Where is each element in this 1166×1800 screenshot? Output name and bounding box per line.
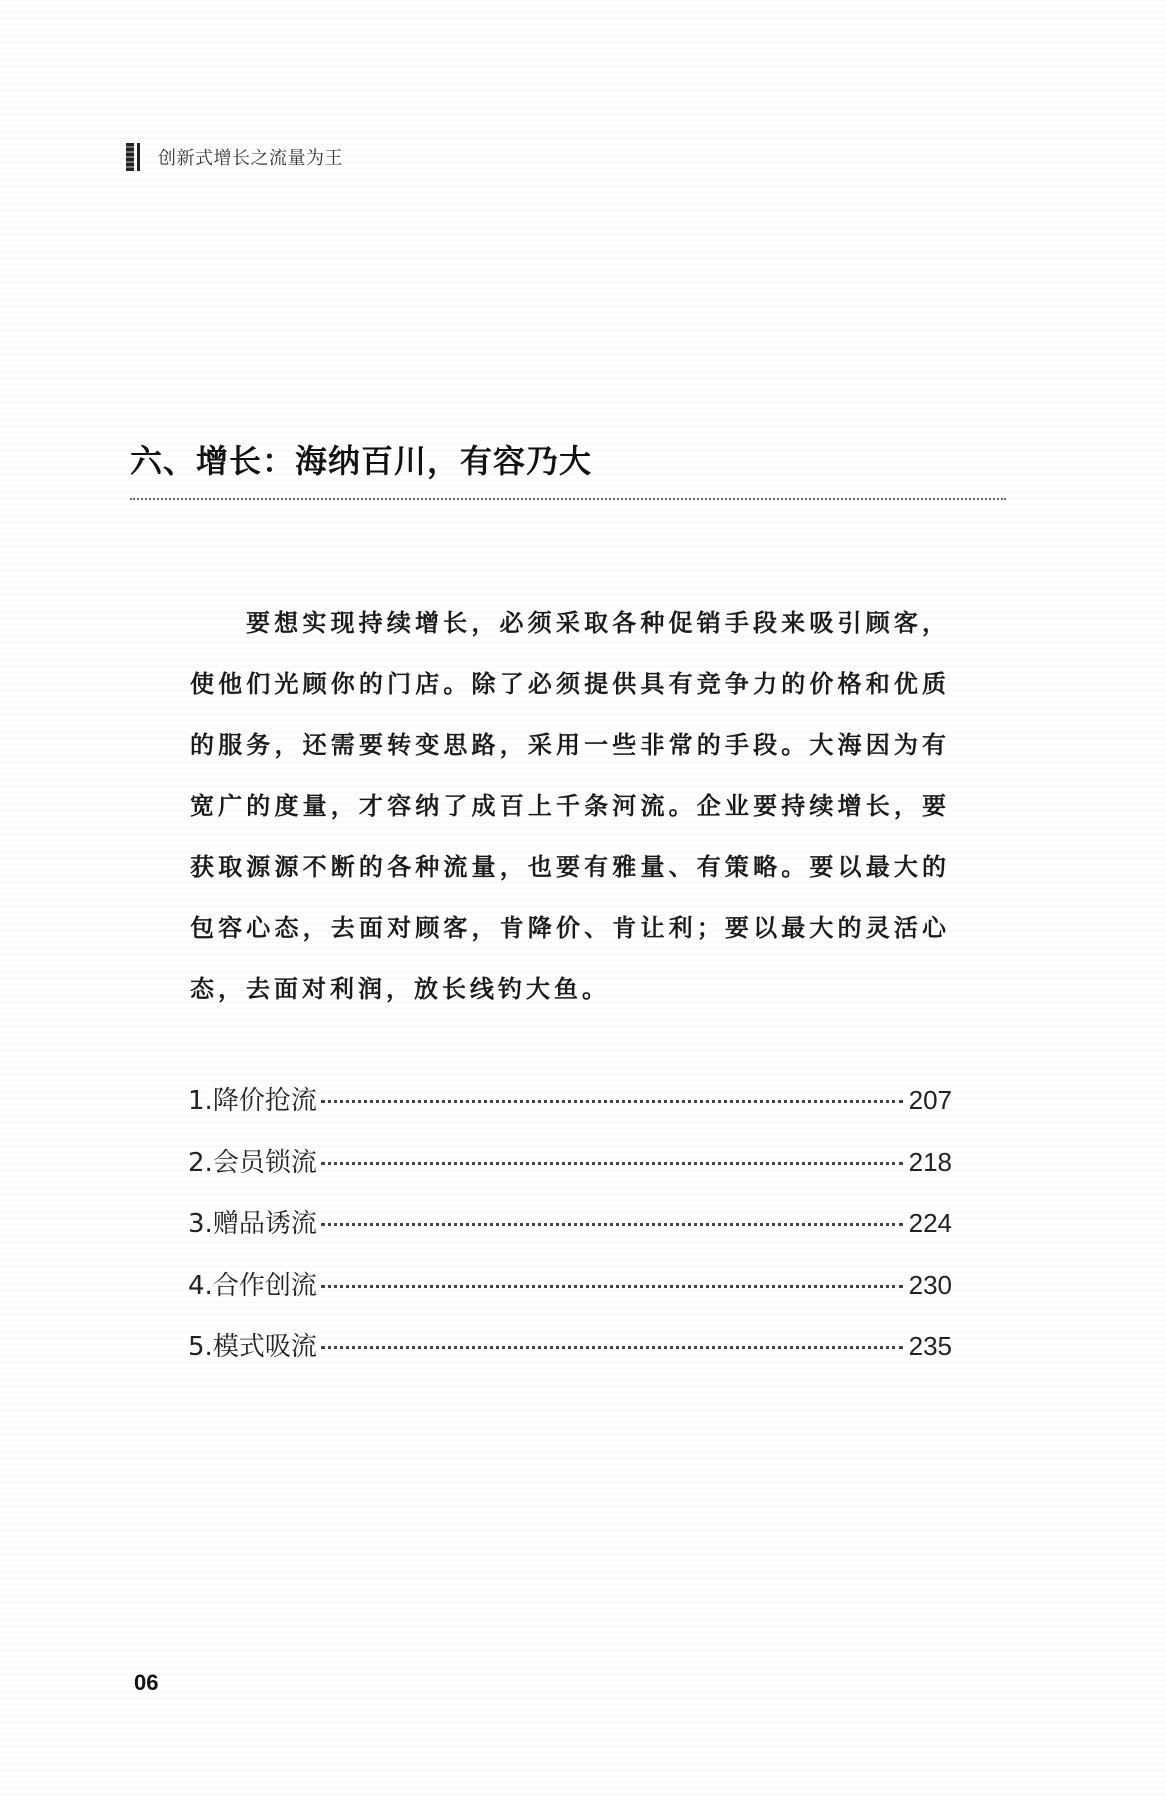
toc-dot-leader — [321, 1100, 903, 1103]
toc-entry-number: 3. — [188, 1209, 213, 1239]
section-intro-paragraph: 要想实现持续增长，必须采取各种促销手段来吸引顾客，使他们光顾你的门店。除了必须提供具有竞争力的价格和优质的服务，还需要转变思路，采用一些非常的手段。大海因为有宽广的度量，才容纳了成百上千条河流。企业要持续增长，要获取源源不断的各种流量，也要有雅量、有策略。要以最大的包容心态，去面对顾客，肯降价、肯让利；要以最大的灵活心态，去面对利润，放长线钓大鱼。 — [190, 608, 950, 1003]
running-header — [126, 142, 343, 172]
section-heading: 六、增长：海纳百川，有容乃大 — [130, 442, 593, 480]
toc-entry[interactable] — [188, 1142, 952, 1204]
page-number: 06 — [134, 1670, 159, 1695]
toc-entry[interactable] — [188, 1203, 952, 1265]
toc-entry-page: 207 — [908, 1085, 952, 1115]
running-header-title: 创新式增长之流量为王 — [158, 148, 343, 168]
toc-entry[interactable] — [188, 1080, 952, 1142]
toc-entry-title: 降价抢流 — [212, 1086, 317, 1116]
toc-entry-title: 会员锁流 — [212, 1147, 317, 1178]
toc-entry-page: 235 — [908, 1331, 952, 1361]
heading-divider — [130, 498, 1006, 500]
toc-entry-number: 2. — [188, 1147, 213, 1178]
toc-dot-leader — [321, 1346, 903, 1349]
toc-dot-leader — [321, 1162, 903, 1165]
toc-dot-leader — [321, 1223, 903, 1226]
toc-entry-number: 5. — [188, 1332, 213, 1362]
toc-entry-page: 218 — [908, 1146, 952, 1177]
toc-entry[interactable] — [188, 1326, 952, 1388]
toc-entry-number: 4. — [188, 1270, 213, 1301]
toc-dot-leader — [321, 1285, 903, 1288]
header-ornament-icon — [126, 143, 144, 171]
toc-entry-page: 224 — [908, 1208, 952, 1238]
table-of-contents — [188, 1080, 952, 1388]
toc-entry-page: 230 — [908, 1269, 952, 1300]
toc-entry-number: 1. — [188, 1086, 213, 1116]
toc-entry-title: 赠品诱流 — [212, 1209, 317, 1239]
toc-entry-title: 模式吸流 — [212, 1332, 317, 1362]
toc-entry-title: 合作创流 — [212, 1270, 317, 1301]
toc-entry[interactable] — [188, 1265, 952, 1327]
